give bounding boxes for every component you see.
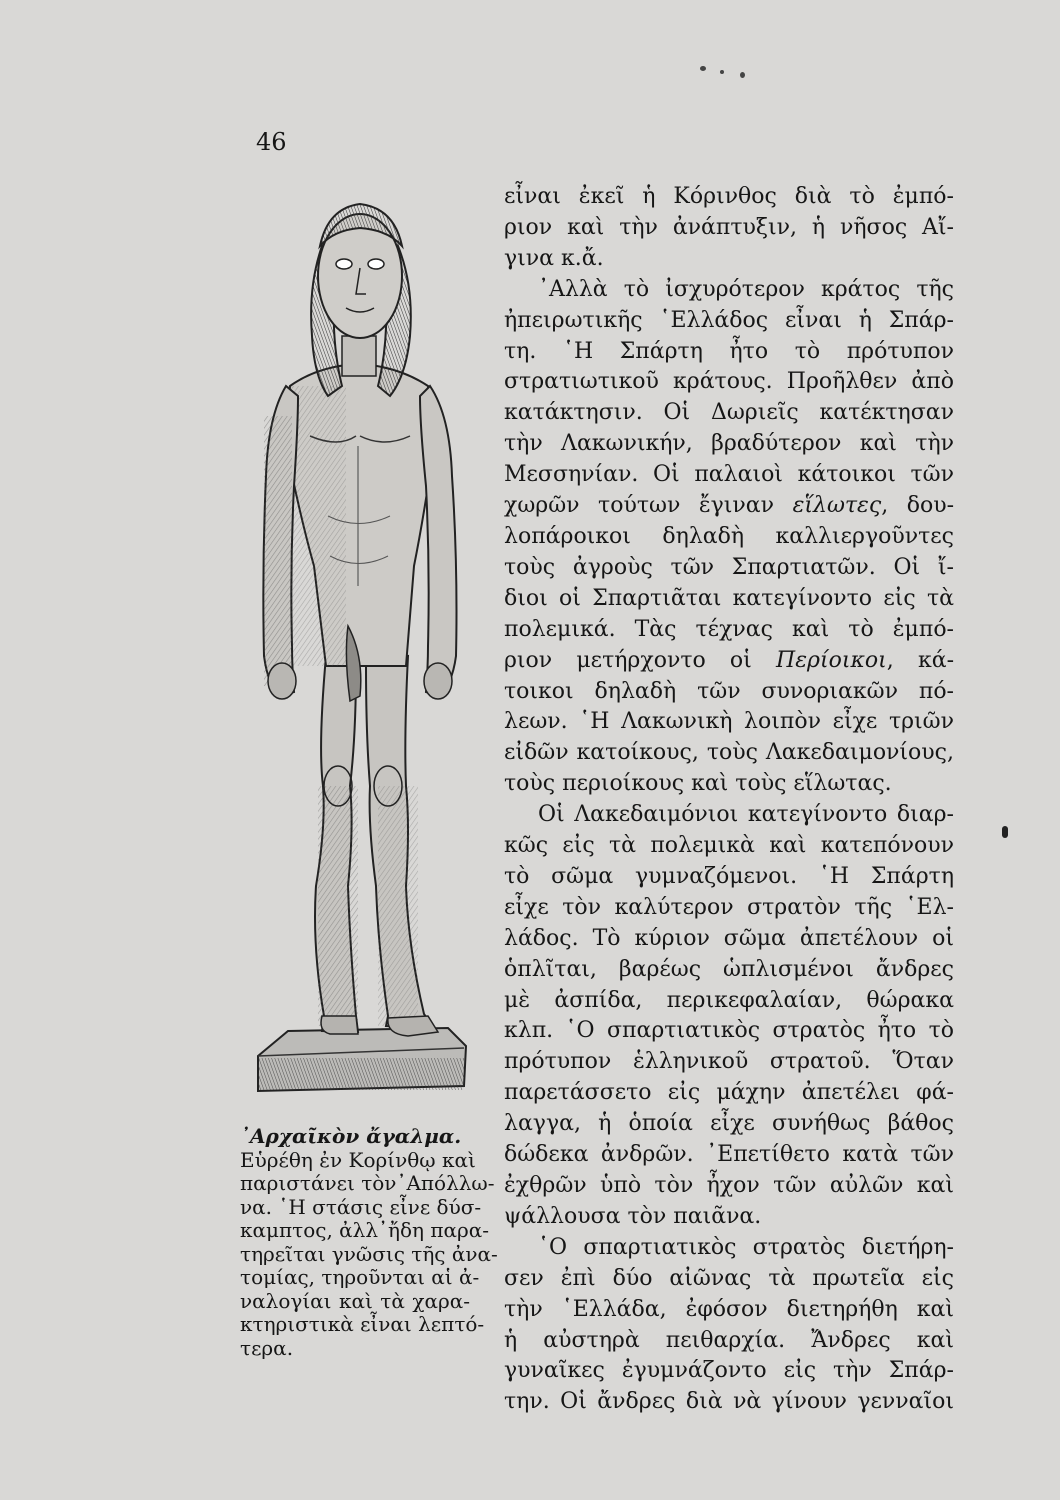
text-line bbox=[504, 646, 954, 677]
caption-line: να. ῾Η στάσις εἶνε δύσ- bbox=[240, 1194, 482, 1219]
caption-line: ναλογίαι καὶ τὰ χαρα- bbox=[240, 1288, 470, 1313]
caption-line: παριστάνει τὸν᾿Απόλλω- bbox=[240, 1171, 495, 1195]
text-line: ἡ αὐστηρὰ πειθαρχία. Ἄνδρες καὶ bbox=[504, 1327, 954, 1353]
text-line: τοὺς ἀγροὺς τῶν Σπαρτιατῶν. Οἱ ἴ- bbox=[504, 554, 954, 580]
text-line: διοι οἱ Σπαρτιᾶται κατεγίνοντο εἰς τὰ bbox=[504, 585, 954, 611]
paragraph bbox=[504, 800, 954, 1233]
text-line: δώδεκα ἀνδρῶν. ᾿Επετίθετο κατὰ τῶν bbox=[504, 1142, 954, 1168]
ink-speck bbox=[700, 66, 706, 71]
caption-line: τερα. bbox=[240, 1335, 294, 1360]
text-line: τοὺς περιοίκους καὶ τοὺς εἵλωτας. bbox=[504, 771, 892, 797]
figure-caption bbox=[240, 1124, 498, 1360]
text-line: παρετάσσετο εἰς μάχην ἀπετέλει φά- bbox=[504, 1080, 954, 1106]
text-line: γυναῖκες ἐγυμνάζοντο εἰς τὴν Σπάρ- bbox=[504, 1358, 954, 1384]
paragraph bbox=[504, 182, 954, 275]
body-text bbox=[504, 182, 954, 1418]
text-line: εἶχε τὸν καλύτερον στρατὸν τῆς ῾Ελ- bbox=[504, 894, 954, 920]
text-line bbox=[504, 491, 954, 522]
text-line: γινα κ.ἄ. bbox=[504, 245, 604, 271]
text-line: εἰδῶν κατοίκους, τοὺς Λακεδαιμονίους, bbox=[504, 740, 954, 766]
statue-illustration bbox=[238, 186, 478, 1126]
text-line: κατάκτησιν. Οἱ Δωριεῖς κατέκτησαν bbox=[504, 400, 954, 426]
caption-line: τομίας, τηροῦνται αἱ ἀ- bbox=[240, 1265, 480, 1289]
text-fragment: ριον μετήρχοντο οἱ bbox=[504, 647, 752, 673]
page-number: 46 bbox=[256, 128, 287, 156]
text-fragment: , δου- bbox=[881, 493, 954, 519]
caption-line: κτηριστικὰ εἶναι λεπτό- bbox=[240, 1312, 485, 1336]
text-line: κῶς εἰς τὰ πολεμικὰ καὶ κατεπόνουν bbox=[504, 833, 954, 859]
text-line: ψάλλουσα τὸν παιᾶνα. bbox=[504, 1203, 762, 1229]
text-line: ῾Ο σπαρτιατικὸς στρατὸς διετήρη- bbox=[538, 1234, 954, 1260]
text-line: πρότυπον ἑλληνικοῦ στρατοῦ. Ὅταν bbox=[504, 1049, 954, 1075]
emphasized-term: Περίοικοι bbox=[776, 647, 887, 673]
text-line: εἶναι ἐκεῖ ἡ Κόρινθος διὰ τὸ ἐμπό- bbox=[504, 184, 954, 209]
text-line: τὸ σῶμα γυμναζόμενοι. ῾Η Σπάρτη bbox=[504, 863, 954, 889]
text-line: την. Οἱ ἄνδρες διὰ νὰ γίνουν γενναῖοι bbox=[504, 1389, 954, 1415]
caption-line: Εὑρέθη ἐν Κορίνθῳ καὶ bbox=[240, 1147, 476, 1172]
caption-title: ᾿Αρχαῖκὸν ἄγαλμα. bbox=[240, 1124, 462, 1148]
text-line: μὲ ἀσπίδα, περικεφαλαίαν, θώρακα bbox=[504, 987, 954, 1013]
text-line: κλπ. ῾Ο σπαρτιατικὸς στρατὸς ἦτο τὸ bbox=[504, 1018, 954, 1044]
text-line: Μεσσηνίαν. Οἱ παλαιοὶ κάτοικοι τῶν bbox=[504, 462, 954, 488]
text-line: ἐχθρῶν ὑπὸ τὸν ἦχον τῶν αὐλῶν καὶ bbox=[504, 1173, 954, 1198]
text-line: τὴν Λακωνικήν, βραδύτερον καὶ τὴν bbox=[504, 431, 954, 457]
text-line: ριον καὶ τὴν ἀνάπτυξιν, ἡ νῆσος Αἴ- bbox=[504, 214, 954, 240]
text-line: ᾿Αλλὰ τὸ ἰσχυρότερον κράτος τῆς bbox=[538, 276, 954, 302]
text-line: πολεμικά. Τὰς τέχνας καὶ τὸ ἐμπό- bbox=[504, 616, 954, 642]
text-line: Οἱ Λακεδαιμόνιοι κατεγίνοντο διαρ- bbox=[538, 802, 954, 828]
text-line: λοπάροικοι δηλαδὴ καλλιεργοῦντες bbox=[504, 523, 954, 549]
text-line: λεων. ῾Η Λακωνικὴ λοιπὸν εἶχε τριῶν bbox=[504, 709, 954, 735]
text-line: λαγγα, ἡ ὁποία εἶχε συνήθως βάθος bbox=[504, 1111, 954, 1137]
text-line: τὴν ῾Ελλάδα, ἐφόσον διετηρήθη καὶ bbox=[504, 1296, 954, 1322]
caption-line: καμπτος, ἀλλ᾿ἤδη παρα- bbox=[240, 1218, 490, 1242]
text-line: τη. ῾Η Σπάρτη ἦτο τὸ πρότυπον bbox=[504, 338, 954, 364]
text-line: στρατιωτικοῦ κράτους. Προῆλθεν ἀπὸ bbox=[504, 369, 954, 395]
ink-speck bbox=[740, 72, 745, 78]
ink-speck bbox=[720, 70, 724, 74]
text-line: σεν ἐπὶ δύο αἰῶνας τὰ πρωτεῖα εἰς bbox=[504, 1265, 954, 1291]
emphasized-term: εἵλωτες bbox=[792, 493, 882, 519]
text-fragment: χωρῶν τούτων ἔγιναν bbox=[504, 493, 775, 519]
text-line: ἠπειρωτικῆς ῾Ελλάδος εἶναι ἡ Σπάρ- bbox=[504, 307, 954, 333]
text-line: λάδος. Τὸ κύριον σῶμα ἀπετέλουν οἱ bbox=[504, 925, 954, 951]
paragraph bbox=[504, 1233, 954, 1418]
margin-mark bbox=[1002, 826, 1008, 838]
text-line: τοικοι δηλαδὴ τῶν συνοριακῶν πό- bbox=[504, 678, 954, 704]
caption-line: τηρεῖται γνῶσις τῆς ἀνα- bbox=[240, 1241, 498, 1266]
text-line: ὁπλῖται, βαρέως ὡπλισμένοι ἄνδρες bbox=[504, 956, 954, 982]
text-fragment: , κά- bbox=[886, 647, 955, 673]
paragraph bbox=[504, 275, 954, 800]
